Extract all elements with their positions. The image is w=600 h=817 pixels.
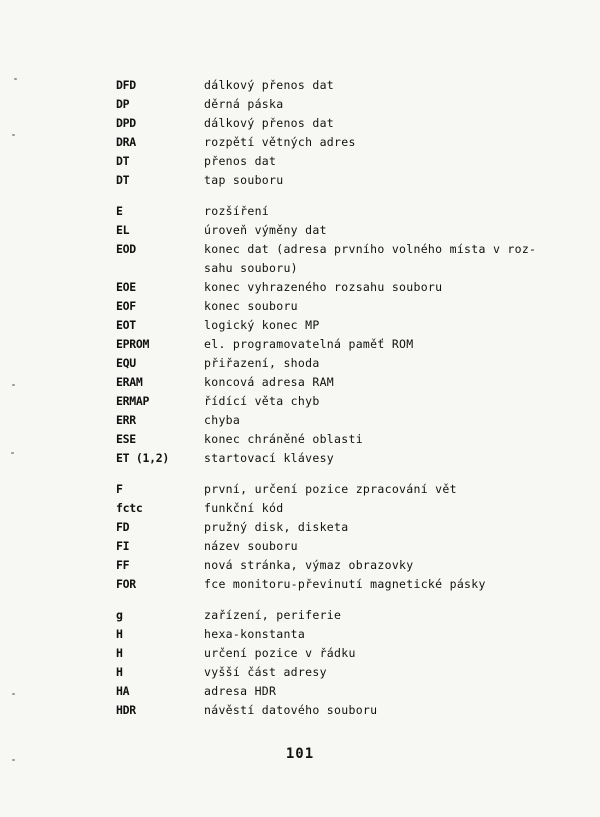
glossary-entry bbox=[116, 171, 576, 190]
entry-group bbox=[116, 76, 576, 190]
entry-definition: řídící věta chyb bbox=[204, 394, 320, 408]
entry-definition: el. programovatelná paměť ROM bbox=[204, 337, 414, 351]
entry-definition: konec dat (adresa prvního volného místa v roz- sahu souboru) bbox=[204, 242, 537, 275]
entry-definition: chyba bbox=[204, 413, 241, 427]
glossary-entry bbox=[116, 240, 576, 278]
entry-definition: funkční kód bbox=[204, 501, 284, 515]
entry-definition: konec vyhrazeného rozsahu souboru bbox=[204, 280, 443, 294]
entry-abbreviation: EOD bbox=[116, 242, 136, 256]
abbreviation-list bbox=[116, 76, 576, 732]
entry-abbreviation: FOR bbox=[116, 577, 136, 591]
entry-definition: přenos dat bbox=[204, 154, 277, 168]
glossary-entry bbox=[116, 480, 576, 499]
entry-abbreviation: EQU bbox=[116, 356, 136, 370]
glossary-entry bbox=[116, 701, 576, 720]
entry-abbreviation: EOE bbox=[116, 280, 136, 294]
entry-definition: dálkový přenos dat bbox=[204, 116, 335, 130]
entry-abbreviation: fctc bbox=[116, 501, 143, 515]
entry-abbreviation: EPROM bbox=[116, 337, 150, 351]
entry-definition: startovací klávesy bbox=[204, 451, 335, 465]
entry-definition: nová stránka, výmaz obrazovky bbox=[204, 558, 414, 572]
glossary-entry bbox=[116, 278, 576, 297]
entry-abbreviation: EOF bbox=[116, 299, 136, 313]
glossary-entry bbox=[116, 373, 576, 392]
entry-group bbox=[116, 202, 576, 468]
glossary-entry bbox=[116, 430, 576, 449]
glossary-entry bbox=[116, 76, 576, 95]
entry-abbreviation: E bbox=[116, 204, 123, 218]
entry-definition: tap souboru bbox=[204, 173, 284, 187]
entry-abbreviation: DRA bbox=[116, 135, 136, 149]
entry-definition: přiřazení, shoda bbox=[204, 356, 320, 370]
glossary-entry bbox=[116, 682, 576, 701]
scan-speck bbox=[11, 452, 14, 454]
entry-abbreviation: H bbox=[116, 646, 123, 660]
entry-definition: koncová adresa RAM bbox=[204, 375, 335, 389]
entry-abbreviation: FD bbox=[116, 520, 130, 534]
entry-abbreviation: g bbox=[116, 608, 123, 622]
entry-definition: název souboru bbox=[204, 539, 298, 553]
entry-abbreviation: DFD bbox=[116, 78, 136, 92]
entry-definition: adresa HDR bbox=[204, 684, 277, 698]
entry-abbreviation: DT bbox=[116, 173, 130, 187]
glossary-entry bbox=[116, 606, 576, 625]
glossary-entry bbox=[116, 392, 576, 411]
scan-speck bbox=[12, 384, 15, 386]
entry-definition: vyšší část adresy bbox=[204, 665, 327, 679]
entry-abbreviation: F bbox=[116, 482, 123, 496]
entry-abbreviation: HA bbox=[116, 684, 130, 698]
scan-speck bbox=[14, 78, 17, 80]
entry-definition: fce monitoru-převinutí magnetické pásky bbox=[204, 577, 486, 591]
entry-definition: logický konec MP bbox=[204, 318, 320, 332]
glossary-entry bbox=[116, 316, 576, 335]
entry-abbreviation: FI bbox=[116, 539, 130, 553]
page-number: 101 bbox=[285, 746, 315, 762]
entry-abbreviation: ERMAP bbox=[116, 394, 150, 408]
entry-abbreviation: EOT bbox=[116, 318, 136, 332]
glossary-entry bbox=[116, 663, 576, 682]
entry-definition: první, určení pozice zpracování vět bbox=[204, 482, 457, 496]
entry-abbreviation: HDR bbox=[116, 703, 136, 717]
entry-definition: dálkový přenos dat bbox=[204, 78, 335, 92]
glossary-entry bbox=[116, 297, 576, 316]
entry-abbreviation: ERAM bbox=[116, 375, 143, 389]
entry-abbreviation: DP bbox=[116, 97, 130, 111]
glossary-entry bbox=[116, 95, 576, 114]
entry-abbreviation: H bbox=[116, 627, 123, 641]
entry-definition: určení pozice v řádku bbox=[204, 646, 356, 660]
glossary-entry bbox=[116, 449, 576, 468]
entry-definition: hexa-konstanta bbox=[204, 627, 306, 641]
glossary-entry bbox=[116, 537, 576, 556]
glossary-entry bbox=[116, 644, 576, 663]
entry-definition: rozšíření bbox=[204, 204, 270, 218]
glossary-entry bbox=[116, 114, 576, 133]
entry-abbreviation: ESE bbox=[116, 432, 136, 446]
entry-definition: úroveň výměny dat bbox=[204, 223, 327, 237]
entry-definition: návěstí datového souboru bbox=[204, 703, 378, 717]
glossary-entry bbox=[116, 575, 576, 594]
entry-definition: děrná páska bbox=[204, 97, 284, 111]
glossary-entry bbox=[116, 152, 576, 171]
glossary-entry bbox=[116, 499, 576, 518]
entry-abbreviation: FF bbox=[116, 558, 130, 572]
glossary-entry bbox=[116, 335, 576, 354]
scan-speck bbox=[12, 693, 15, 695]
entry-abbreviation: H bbox=[116, 665, 123, 679]
entry-abbreviation: DT bbox=[116, 154, 130, 168]
glossary-entry bbox=[116, 202, 576, 221]
entry-abbreviation: ET (1,2) bbox=[116, 451, 169, 465]
glossary-entry bbox=[116, 133, 576, 152]
entry-abbreviation: EL bbox=[116, 223, 130, 237]
entry-abbreviation: ERR bbox=[116, 413, 136, 427]
entry-group bbox=[116, 480, 576, 594]
scan-speck bbox=[12, 134, 15, 136]
glossary-entry bbox=[116, 625, 576, 644]
glossary-entry bbox=[116, 518, 576, 537]
entry-definition: pružný disk, disketa bbox=[204, 520, 349, 534]
entry-definition: rozpětí větných adres bbox=[204, 135, 356, 149]
entry-group bbox=[116, 606, 576, 720]
entry-definition: konec chráněné oblasti bbox=[204, 432, 363, 446]
entry-definition: konec souboru bbox=[204, 299, 298, 313]
entry-definition: zařízení, periferie bbox=[204, 608, 342, 622]
glossary-entry bbox=[116, 556, 576, 575]
glossary-entry bbox=[116, 354, 576, 373]
entry-abbreviation: DPD bbox=[116, 116, 136, 130]
glossary-entry bbox=[116, 221, 576, 240]
glossary-entry bbox=[116, 411, 576, 430]
